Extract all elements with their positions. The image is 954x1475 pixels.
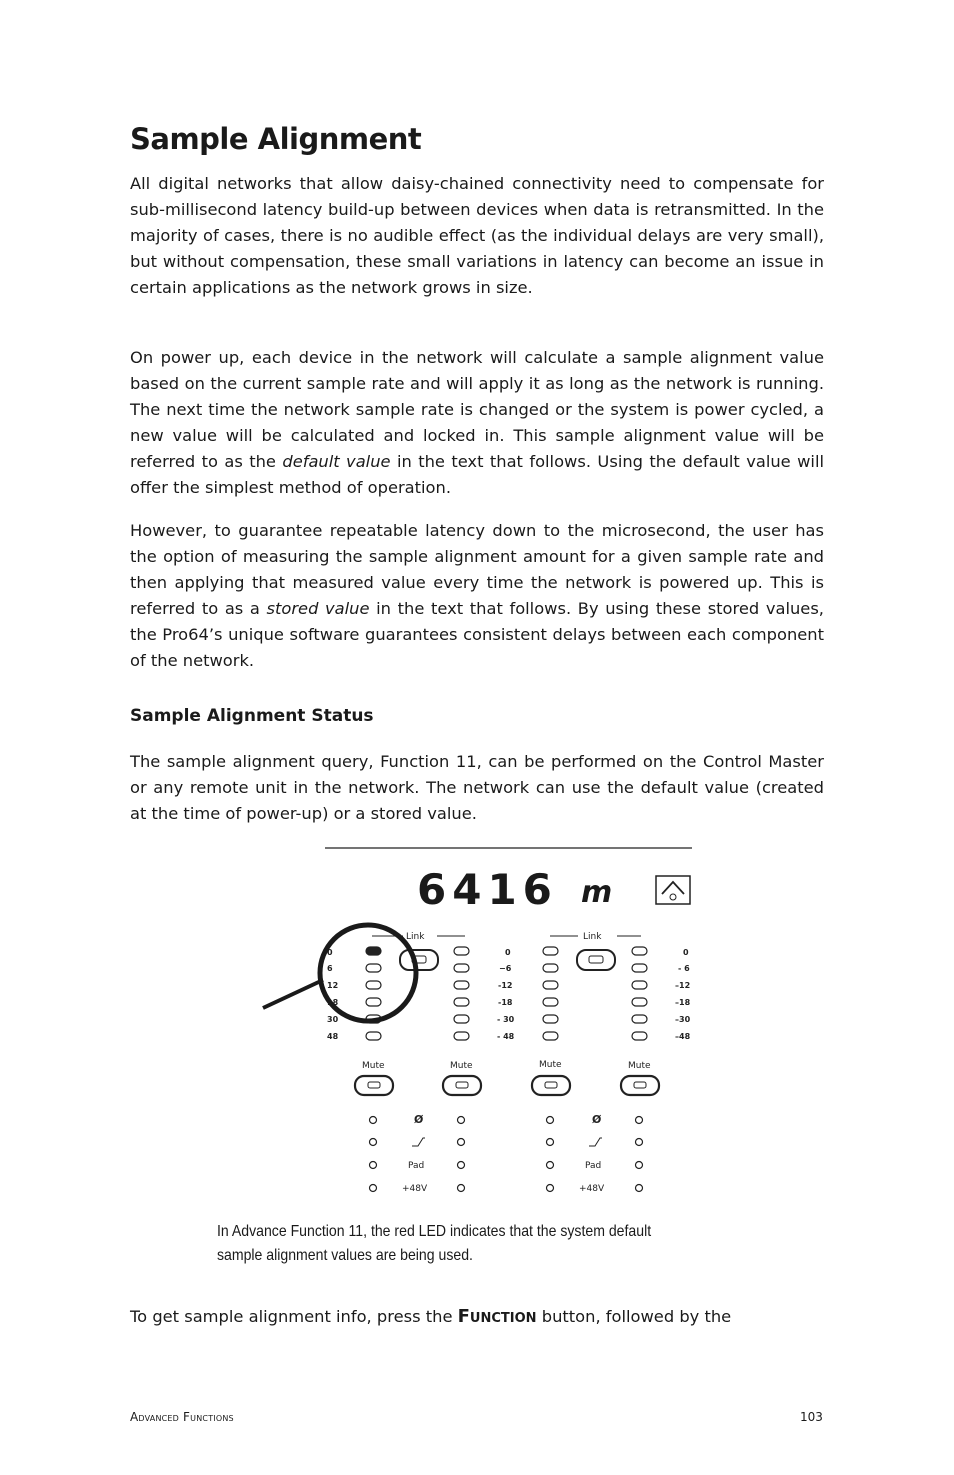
link-label-1: Link (406, 932, 425, 942)
paragraph-intro: All digital networks that allow daisy-chained connectivity need to compensate for sub-millisecond latency build-up between devices when data is retransmitted. In the majority of cases, there is no audible effect (as the individual delays are very small), but without compensation, these small variations in latency can become an issue in certain applications as the network grows in size. (130, 174, 824, 297)
status-led (458, 1117, 465, 1124)
scale-right-1: - 6 (678, 964, 690, 973)
status-led (547, 1185, 554, 1192)
scale-right-0: 0 (683, 948, 689, 957)
paragraph-instructions: To get sample alignment info, press the Function button, followed by the (130, 1306, 732, 1327)
model-number: 6416 (417, 865, 558, 914)
meter-led (543, 964, 558, 972)
mute-label-3: Mute (539, 1060, 562, 1070)
phantom-label-2: +48V (579, 1184, 605, 1194)
link-label-2: Link (583, 932, 602, 942)
highlight-circle (320, 925, 416, 1021)
meter-led (366, 964, 381, 972)
meter-led (366, 998, 381, 1006)
function-key-label: Function (457, 1306, 537, 1327)
panel-diagram (255, 840, 705, 1210)
status-led (370, 1162, 377, 1169)
phase-label-2: Ø (592, 1113, 602, 1126)
scale-right-2: –12 (675, 981, 691, 990)
pad-label-2: Pad (585, 1161, 602, 1171)
mute-button-3[interactable] (532, 1076, 570, 1095)
meter-led-default (366, 947, 381, 955)
paragraph-query: The sample alignment query, Function 11, can be performed on the Control Master or any remote unit in the network. The network can use the default value (created at the time of power-up) or a stored value. (130, 752, 824, 823)
meter-led (454, 947, 469, 955)
scale-left-3: 18 (327, 998, 339, 1007)
figure-caption: In Advance Function 11, the red LED indicates that the system default sample alignment values are being used. (217, 1223, 652, 1264)
term-stored-value: stored value (266, 599, 370, 618)
meter-led (543, 1015, 558, 1023)
paragraph-default-value: On power up, each device in the network will calculate a sample alignment value based on the current sample rate and will apply it as long as the network is running. The next time the network sample rate is changed or the system is power cycled, a new value will be calculated and locked in. This sample alignment value will be referred to as the default value in the text that follows. Using the default value will offer the simplest method of operation. (130, 348, 824, 497)
meter-led (632, 947, 647, 955)
scale-right-5: –48 (675, 1032, 691, 1041)
scale-left-0: 0 (327, 948, 333, 957)
status-led (636, 1185, 643, 1192)
scale-left-1: 6 (327, 964, 333, 973)
status-led (370, 1117, 377, 1124)
scale-left-4: 30 (327, 1015, 339, 1024)
status-led (636, 1139, 643, 1146)
mute-button-1[interactable] (355, 1076, 393, 1095)
highpass-filter-icon (412, 1138, 425, 1146)
status-led (458, 1139, 465, 1146)
scale-mid-3: -18 (498, 998, 513, 1007)
status-led (370, 1139, 377, 1146)
status-led (458, 1162, 465, 1169)
status-led (547, 1162, 554, 1169)
phantom-label-1: +48V (402, 1184, 428, 1194)
term-default-value: default value (282, 452, 391, 471)
page-title: Sample Alignment (130, 122, 422, 156)
meter-led (543, 947, 558, 955)
meter-led (454, 1015, 469, 1023)
status-led (458, 1185, 465, 1192)
panel-figure (255, 840, 705, 1210)
meter-led (632, 1015, 647, 1023)
meter-led (454, 998, 469, 1006)
meter-led (632, 981, 647, 989)
status-led (547, 1139, 554, 1146)
mute-label-2: Mute (450, 1061, 473, 1071)
mute-label-4: Mute (628, 1061, 651, 1071)
scale-mid-0: 0 (505, 948, 511, 957)
meter-led (366, 1032, 381, 1040)
meter-led (632, 964, 647, 972)
meter-led (454, 964, 469, 972)
footer-page-number: 103 (800, 1410, 823, 1424)
mute-button-2[interactable] (443, 1076, 481, 1095)
scale-left-2: 12 (327, 981, 339, 990)
scale-left-5: 48 (327, 1032, 339, 1041)
meter-led (366, 981, 381, 989)
pointer-line (263, 980, 323, 1008)
meter-led (543, 1032, 558, 1040)
paragraph-stored-value: However, to guarantee repeatable latency down to the microsecond, the user has the option of measuring the sample alignment amount for a given sample rate and then applying that measured value every time the network is powered up. This is referred to as a stored value in the text that follows. By using these stored values, the Pro64’s unique software guarantees consistent delays between each component of the network. (130, 521, 824, 670)
brand-logo-icon (656, 876, 690, 904)
footer-section-title: Advanced Functions (130, 1410, 234, 1424)
model-suffix: m (581, 875, 613, 910)
meter-led (454, 1032, 469, 1040)
pad-label-1: Pad (408, 1161, 425, 1171)
status-led (547, 1117, 554, 1124)
scale-mid-2: -12 (498, 981, 513, 990)
meter-led (632, 1032, 647, 1040)
scale-mid-4: - 30 (497, 1015, 515, 1024)
link-button-1[interactable] (400, 950, 438, 970)
section-heading: Sample Alignment Status (130, 706, 374, 726)
scale-right-4: –30 (675, 1015, 691, 1024)
phase-label-1: Ø (414, 1113, 424, 1126)
meter-led (543, 981, 558, 989)
link-button-2[interactable] (577, 950, 615, 970)
status-led (370, 1185, 377, 1192)
scale-right-3: –18 (675, 998, 691, 1007)
status-led (636, 1162, 643, 1169)
meter-led (632, 998, 647, 1006)
mute-button-4[interactable] (621, 1076, 659, 1095)
status-led (636, 1117, 643, 1124)
scale-mid-5: - 48 (497, 1032, 515, 1041)
meter-led (543, 998, 558, 1006)
scale-mid-1: −6 (499, 964, 512, 973)
meter-led (454, 981, 469, 989)
mute-label-1: Mute (362, 1061, 385, 1071)
highpass-filter-icon (589, 1138, 602, 1146)
